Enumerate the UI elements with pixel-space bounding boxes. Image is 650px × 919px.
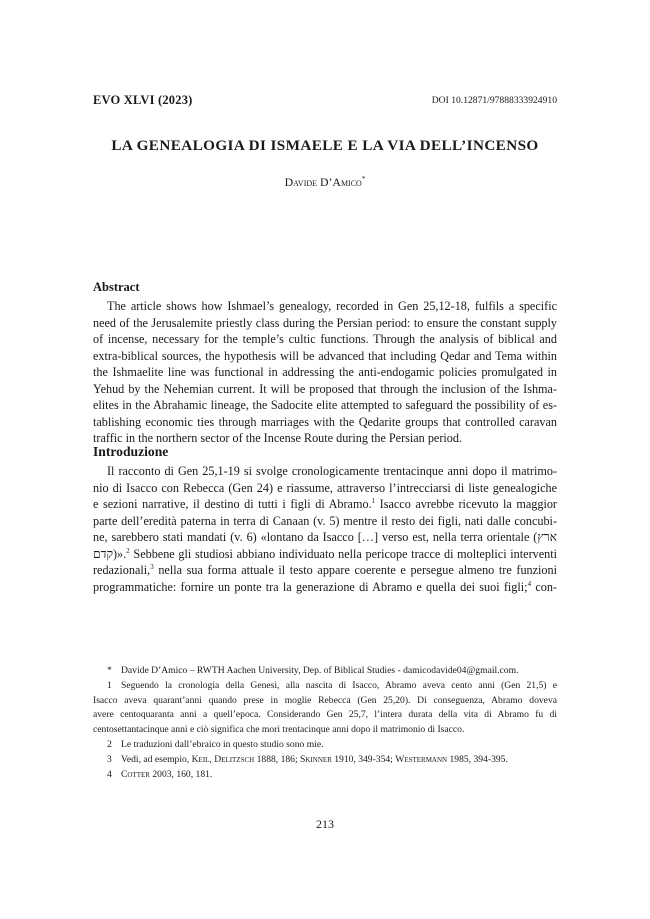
running-head-journal: EVO XLVI (2023) xyxy=(93,93,193,107)
footnote-text: Le traduzioni dall’ebraico in questo studio sono mie. xyxy=(121,738,324,750)
footnote-mark: * xyxy=(107,665,112,676)
hebrew-text: קדם xyxy=(93,546,113,561)
citation-author: Cotter xyxy=(121,768,150,780)
footnote-text: 2003, 160, 181. xyxy=(149,768,213,780)
footnote-text: 1985, 394-395. xyxy=(447,753,508,765)
footnote-text: 1888, 186; xyxy=(254,753,301,765)
footnote-number: 4 xyxy=(107,768,112,780)
author-footnote-mark: * xyxy=(361,175,366,183)
body-line xyxy=(93,579,557,596)
abstract-line: the Ishmaelite line was functional in addressing the anti-endogamic policies promulgated in xyxy=(93,365,557,380)
body-text: )». xyxy=(113,546,127,561)
abstract-line: elites in the Abrahamic lineage, the Sadocite elite attempted to safeguard the possibility of es- xyxy=(93,398,557,413)
citation-author: Skinner xyxy=(300,753,332,765)
abstract-line: tablishing economic ties through marriages with the Qedarite groups that controlled caravan xyxy=(93,414,557,429)
footnote-1-line: Isacco aveva quarant’anni quando prese in moglie Rebecca (Gen 25,20). Di conseguenza, Abramo doveva xyxy=(93,694,557,706)
body-line xyxy=(93,496,557,513)
hebrew-text: ארץ xyxy=(537,530,557,545)
footnote-text: Davide D’Amico – RWTH Aachen University, Dep. of Biblical Studies - damicodavide04@gmail.com. xyxy=(121,665,519,676)
footnote-1-line: avere centoquaranta anni a quell’epoca. Considerando Gen 25,7, l’intera durata della vita di Abramo fu di xyxy=(93,709,557,721)
body-text: redazionali, xyxy=(93,563,151,578)
running-head-doi: DOI 10.12871/978883339249​10 xyxy=(431,95,557,106)
footnote-ref-3: 3 xyxy=(150,563,154,572)
abstract-line: extra-biblical sources, the hypothesis will be advanced that including Qedar and Tema within xyxy=(93,348,557,363)
body-line: Il racconto di Gen 25,1-19 si svolge cronologicamente trentacinque anni dopo il matrimo- xyxy=(107,464,557,478)
footnotes xyxy=(93,664,557,782)
abstract-line: The article shows how Ishmael’s genealogy, recorded in Gen 25,12-18, fulfils a specific xyxy=(107,299,557,313)
abstract-line: traffic in the northern sector of the Incense Route during the Persian period. xyxy=(93,431,463,446)
footnote-text: Seguendo la cronologia della Genesi, alla nascita di Isacco, Abramo aveva cento anni (Gen 21,5) e xyxy=(121,679,557,691)
footnote-text: Vedi, ad esempio, xyxy=(121,753,192,765)
abstract-body xyxy=(93,298,557,447)
citation-author: Westermann xyxy=(395,753,448,765)
introduzione-body xyxy=(93,463,557,595)
author-name: Davide D’Amico xyxy=(284,175,362,189)
abstract-line: of incense, necessary for the temple’s cultic functions. Through the analysis of biblical and xyxy=(93,332,557,347)
footnote-ref-2: 2 xyxy=(126,546,130,555)
body-text: e sezioni narrative, il destino di tutti i figli di Abramo. xyxy=(93,497,372,512)
body-text: ne, sarebbero stati mandati (v. 6) «lontano da Isacco […] verso est, nella terra orientale ( xyxy=(93,530,538,545)
footnote-author xyxy=(93,664,557,679)
body-text: con- xyxy=(531,579,557,594)
body-line: nio di Isacco con Rebecca (Gen 24) e riassume, attraverso l’intrecciarsi di liste genealogiche xyxy=(93,480,557,495)
body-text: Sebbene gli studiosi abbiano individuato nella pericope tracce di molteplici interventi xyxy=(129,546,557,561)
footnote-number: 1 xyxy=(107,679,112,691)
section-heading-introduzione: Introduzione xyxy=(93,444,169,459)
abstract-heading: Abstract xyxy=(93,280,140,294)
citation-author: Keil xyxy=(191,753,210,765)
footnote-4 xyxy=(93,768,557,783)
footnote-number: 2 xyxy=(107,738,112,750)
page-number: 213 xyxy=(316,817,334,831)
footnote-ref-1: 1 xyxy=(371,497,376,506)
abstract-line: Yehud by the Nehemian current. It will be proposed that through the inclusion of the Ishma- xyxy=(93,381,557,396)
article-title: LA GENEALOGIA DI ISMAELE E LA VIA DELL’INCENSO xyxy=(111,137,539,154)
footnote-ref-4: 4 xyxy=(527,579,532,588)
body-line xyxy=(93,529,557,546)
body-line xyxy=(93,546,557,563)
body-text: nella sua forma attuale il testo appare coerente e persegue almeno tre funzioni xyxy=(153,563,557,578)
footnote-3 xyxy=(93,753,557,768)
body-text: programmatiche: fornire un ponte tra la generazione di Abramo e quella dei suoi figli; xyxy=(93,579,528,594)
author-line xyxy=(0,175,650,190)
abstract-line: need of the Jerusalemite priestly class during the Persian period: to ensure the constant supply xyxy=(93,315,557,330)
body-line xyxy=(93,562,557,579)
footnote-1 xyxy=(93,679,557,694)
citation-author: Delitzsch xyxy=(214,753,255,765)
body-text: Isacco avrebbe ricevuto la maggior xyxy=(375,497,557,512)
footnote-text: 1910, 349-354; xyxy=(331,753,396,765)
footnote-1-line: centosettantacinque anni e ciò significa che morì trentacinque anni dopo il matrimonio di Isacco. xyxy=(93,724,465,736)
footnote-text: , xyxy=(209,753,215,765)
footnote-2 xyxy=(93,738,557,753)
body-line: parte dell’eredità paterna in terra di Canaan (v. 5) mentre il resto dei figli, nati dalle concubi- xyxy=(93,513,557,528)
footnote-number: 3 xyxy=(107,753,112,765)
